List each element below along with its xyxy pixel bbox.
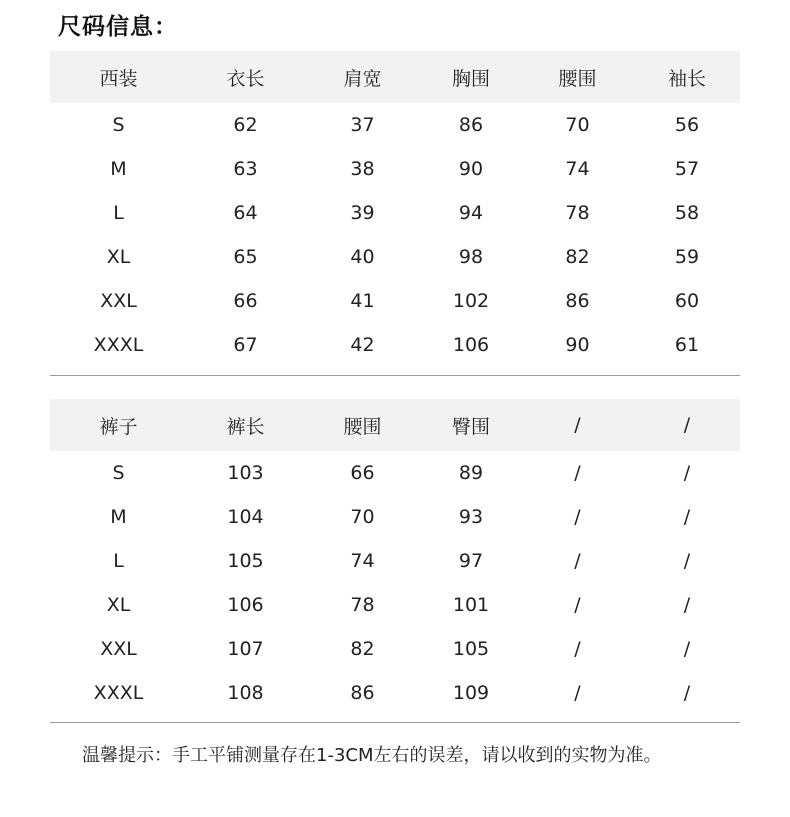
table-row [50,583,740,627]
table-cell: 89 [458,462,484,484]
table-cell: / [574,594,581,616]
table-cell: 109 [452,682,490,704]
table-cell: 42 [350,334,375,356]
section-divider [50,722,740,723]
table-cell: 57 [674,158,700,180]
pants-size-table [50,399,740,715]
table-cell: 40 [350,246,375,268]
table-cell: 39 [350,202,375,224]
header-cell: 腰围 [558,67,597,90]
table-cell: 90 [458,158,484,180]
table-cell: 62 [233,114,258,136]
table-cell: 64 [233,202,258,224]
table-cell: 107 [227,638,264,660]
table-row [50,671,740,715]
table-cell: 37 [350,114,375,136]
header-cell: 西装 [99,67,138,90]
table-cell: 67 [233,334,258,356]
measurement-tip: 温馨提示：手工平铺测量存在1-3CM左右的误差，请以收到的实物为准。 [82,745,662,766]
table-cell: 78 [350,594,375,616]
table-row [50,451,740,495]
table-cell: 63 [233,158,258,180]
table-cell: 59 [674,246,700,268]
table-cell: XXL [100,290,137,312]
page-title: 尺码信息： [58,14,178,40]
table-row [50,235,740,279]
table-cell: 61 [674,334,700,356]
table-header-row [50,51,740,103]
table-cell: M [110,506,127,528]
header-cell: 肩宽 [343,67,382,90]
header-cell: 裤子 [99,415,138,438]
table-cell: 38 [350,158,375,180]
table-cell: / [574,638,581,660]
table-cell: 105 [227,550,264,572]
table-cell: XL [106,246,131,268]
table-cell: / [574,506,581,528]
table-row [50,103,740,147]
table-cell: 86 [458,114,484,136]
header-cell: 袖长 [667,67,706,90]
table-cell: 93 [458,506,484,528]
table-row [50,539,740,583]
table-cell: 102 [452,290,490,312]
table-cell: 82 [350,638,375,660]
table-cell: 70 [350,506,375,528]
table-cell: 86 [350,682,375,704]
table-cell: / [683,638,691,660]
table-cell: L [113,550,124,572]
table-cell: XL [106,594,131,616]
table-cell: / [574,550,581,572]
table-cell: 86 [565,290,590,312]
table-row [50,147,740,191]
table-cell: / [683,506,691,528]
table-cell: / [683,682,691,704]
table-cell: S [112,114,125,136]
table-cell: / [683,550,691,572]
table-row [50,279,740,323]
table-cell: 90 [565,334,590,356]
header-cell: 裤长 [226,415,265,438]
table-cell: 60 [674,290,700,312]
table-cell: XXXL [93,334,144,356]
table-cell: S [112,462,125,484]
table-cell: / [574,682,581,704]
table-cell: 66 [350,462,375,484]
table-row [50,323,740,367]
table-cell: 97 [458,550,484,572]
table-cell: / [683,594,691,616]
table-cell: 65 [233,246,258,268]
table-cell: / [574,462,581,484]
table-row [50,191,740,235]
header-cell: 腰围 [343,415,382,438]
table-cell: 82 [565,246,590,268]
table-cell: 104 [227,506,264,528]
table-cell: 105 [452,638,490,660]
table-cell: 41 [350,290,375,312]
header-cell: / [574,414,581,436]
header-cell: 臀围 [451,415,490,438]
header-cell: 胸围 [451,67,490,90]
table-cell: 74 [565,158,590,180]
table-cell: 108 [227,682,264,704]
table-cell: 103 [227,462,264,484]
table-cell: 101 [452,594,490,616]
table-cell: / [683,462,691,484]
table-cell: 70 [565,114,590,136]
table-cell: 58 [674,202,700,224]
table-cell: 94 [458,202,484,224]
table-cell: 98 [458,246,484,268]
header-cell: 衣长 [226,67,265,90]
table-cell: 106 [452,334,490,356]
table-cell: 74 [350,550,375,572]
table-cell: L [113,202,124,224]
table-cell: 106 [227,594,264,616]
section-divider [50,375,740,376]
suit-size-table [50,51,740,367]
table-cell: XXXL [93,682,144,704]
table-cell: 66 [233,290,258,312]
table-row [50,495,740,539]
header-cell: / [683,414,691,436]
table-cell: 78 [565,202,590,224]
table-cell: XXL [100,638,137,660]
table-cell: 56 [674,114,700,136]
table-cell: M [110,158,127,180]
table-row [50,627,740,671]
table-header-row [50,399,740,451]
